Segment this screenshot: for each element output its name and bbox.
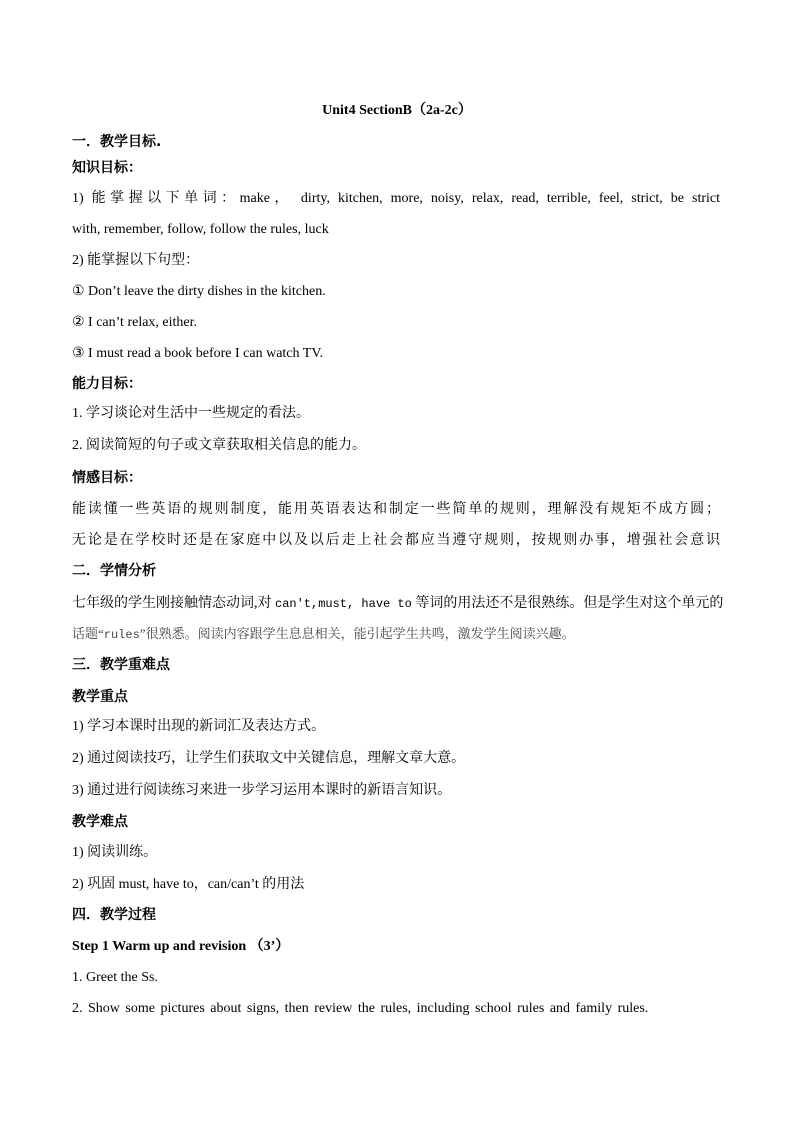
text: 等词的用法还不是很熟练。但是学生对这个单元的	[415, 596, 724, 611]
section-heading: 四．教学过程	[72, 907, 156, 923]
list-item: 1. 学习谈论对生活中一些规定的看法。	[72, 406, 310, 421]
list-item: 1. Greet the Ss.	[72, 970, 158, 985]
subheading: 情感目标：	[72, 470, 142, 486]
list-item: 2) 巩固 must, have to，can/can’t 的用法	[72, 877, 305, 892]
subheading: 能力目标：	[72, 376, 142, 392]
paragraph-line: 1) 能掌握以下单词：make， dirty, kitchen, more, noisy, relax, read, terrible, feel, strict, be strict	[72, 191, 720, 206]
paragraph-line: 无论是在学校时还是在家庭中以及以后走上社会都应当遵守规则，按规则办事，增强社会意识	[72, 533, 720, 548]
subheading: 教学重点	[72, 689, 128, 705]
paragraph-line: 能读懂一些英语的规则制度，能用英语表达和制定一些简单的规则，理解没有规矩不成方圆；	[72, 502, 720, 517]
code-text: rules	[103, 628, 140, 642]
paragraph-line: 2) 能掌握以下句型：	[72, 253, 200, 268]
subheading: 教学难点	[72, 814, 128, 830]
paragraph-line	[72, 625, 575, 644]
code-text: can't,must, have to	[275, 597, 412, 611]
section-heading: 一．教学目标.	[72, 134, 162, 150]
list-item: ③ I must read a book before I can watch TV.	[72, 346, 324, 361]
section-heading: 二．学情分析	[72, 563, 156, 579]
document-title: Unit4 SectionB（2a-2c）	[322, 103, 472, 118]
paragraph-line: with, remember, follow, follow the rules, luck	[72, 222, 329, 237]
list-item: ② I can’t relax, either.	[72, 315, 198, 330]
list-item: 2) 通过阅读技巧，让学生们获取文中关键信息，理解文章大意。	[72, 751, 466, 766]
list-item: 3) 通过进行阅读练习来进一步学习运用本课时的新语言知识。	[72, 783, 452, 798]
text: 七年级的学生刚接触情态动词,对	[72, 596, 272, 611]
list-item: 2. 阅读简短的句子或文章获取相关信息的能力。	[72, 438, 366, 453]
text: 话题“	[72, 626, 104, 641]
list-item: 1) 学习本课时出现的新词汇及表达方式。	[72, 719, 326, 734]
list-item: 2. Show some pictures about signs, then review the rules, including school rules and family rules.	[72, 1001, 649, 1016]
list-item: ① Don’t leave the dirty dishes in the kitchen.	[72, 284, 326, 299]
step-heading: Step 1 Warm up and revision （3’）	[72, 939, 290, 954]
subheading: 知识目标：	[72, 160, 142, 176]
list-item: 1) 阅读训练。	[72, 845, 158, 860]
paragraph-line	[72, 595, 723, 613]
text: ”很熟悉。阅读内容跟学生息息相关，能引起学生共鸣，激发学生阅读兴趣。	[139, 626, 575, 641]
section-heading: 三．教学重难点	[72, 657, 170, 673]
